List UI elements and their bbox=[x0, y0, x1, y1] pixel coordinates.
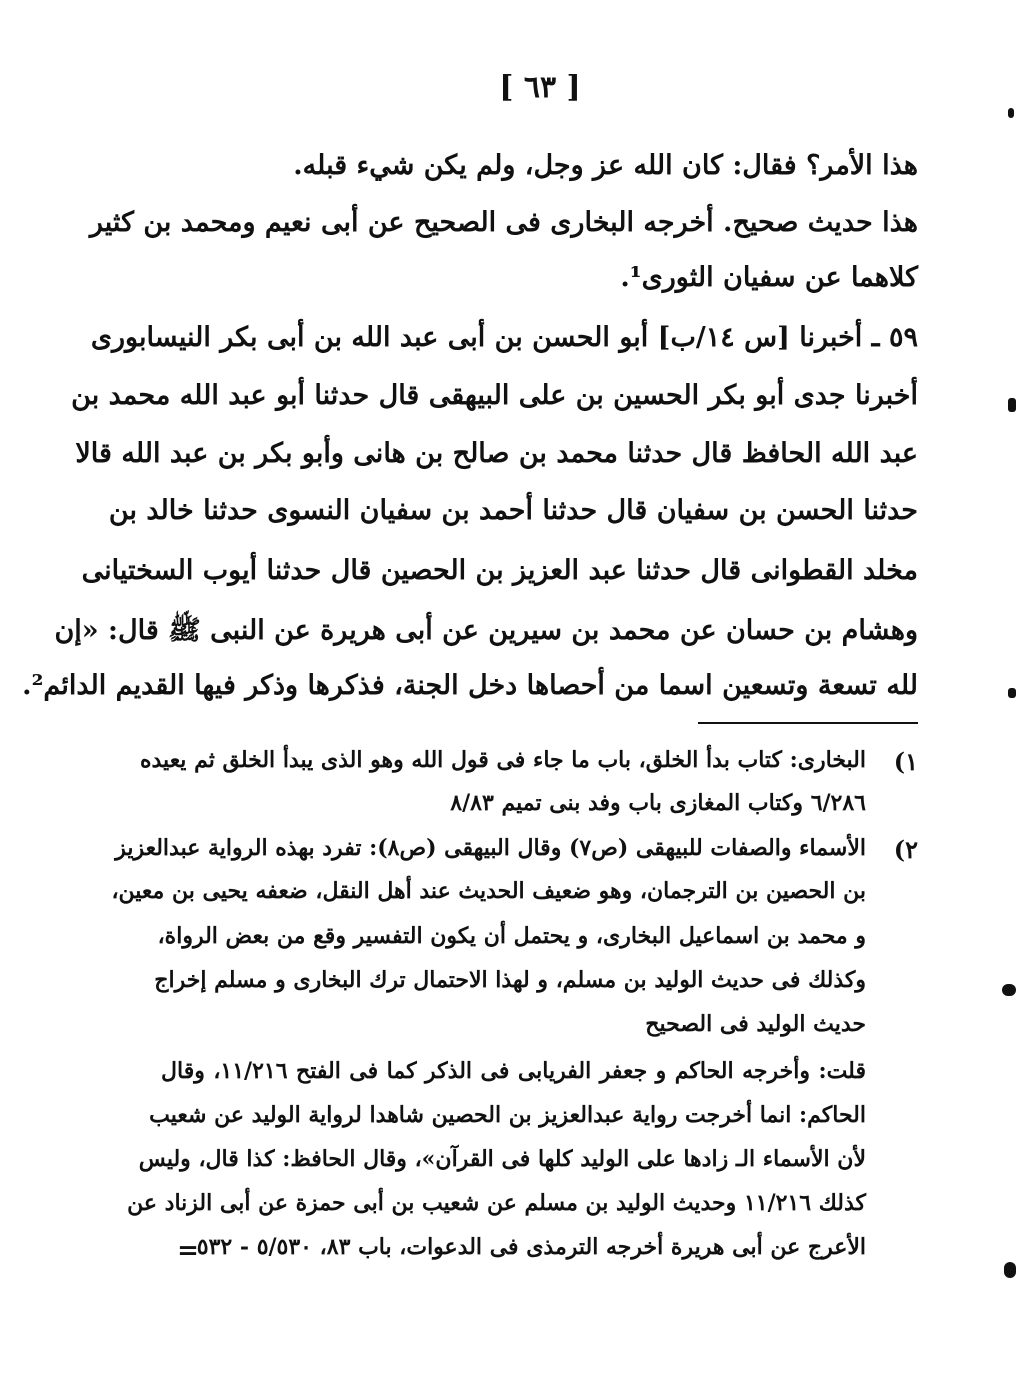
footnote-line: لأن الأسماء الـ زادها على الوليد كلها فى القرآن»، وقال الحافظ: كذا قال، وليس bbox=[138, 1146, 866, 1172]
body-line: أخبرنا جدى أبو بكر الحسين بن على البيهقى قال حدثنا أبو عبد الله محمد بن bbox=[71, 380, 918, 411]
body-line: ٥٩ ـ أخبرنا [س ١٤/ب] أبو الحسن بن أبى عبد الله بن أبى بكر النيسابورى bbox=[90, 322, 918, 353]
scan-edge-mark bbox=[1004, 1262, 1016, 1278]
body-line: مخلد القطوانى قال حدثنا عبد العزيز بن الحصين قال حدثنا أيوب السختيانى bbox=[81, 555, 918, 586]
footnote-line: الأسماء والصفات للبيهقى (ص٧) وقال البيهقى (ص٨): تفرد بهذه الرواية عبدالعزيز bbox=[115, 835, 866, 861]
footnote-line: قلت: وأخرجه الحاكم و جعفر الفريابى فى الذكر كما فى الفتح ١١/٢١٦، وقال bbox=[161, 1058, 866, 1084]
footnote-line: الأعرج عن أبى هريرة أخرجه الترمذى فى الدعوات، باب ٨٣، ٥/٥٣٠ - ٥٣٢ bbox=[196, 1234, 866, 1260]
body-line: هذا حديث صحيح. أخرجه البخارى فى الصحيح عن أبى نعيم ومحمد بن كثير bbox=[89, 207, 918, 238]
continuation-mark: = bbox=[177, 1236, 199, 1266]
footnote-line: البخارى: كتاب بدأ الخلق، باب ما جاء فى قول الله وهو الذى يبدأ الخلق ثم يعيده bbox=[139, 747, 866, 773]
body-line: وهشام بن حسان عن محمد بن سيرين عن أبى هريرة عن النبى ﷺ قال: «إن bbox=[54, 615, 918, 646]
scan-edge-mark bbox=[1002, 984, 1016, 996]
footnote-line: و محمد بن اسماعيل البخارى، و يحتمل أن يكون التفسير وقع من بعض الرواة، bbox=[157, 923, 866, 949]
footnote-line: حديث الوليد فى الصحيح bbox=[645, 1011, 866, 1037]
footnote-marker: ٢) bbox=[893, 835, 918, 864]
main-text bbox=[22, 0, 918, 720]
footnote-line: ٦/٢٨٦ وكتاب المغازى باب وفد بنى تميم ٨/٨٣ bbox=[450, 790, 866, 816]
footnote-separator bbox=[698, 722, 918, 724]
scan-edge-mark bbox=[1008, 688, 1016, 698]
footnote-line: كذلك ١١/٢١٦ وحديث الوليد بن مسلم عن شعيب بن أبى حمزة عن أبى الزناد عن bbox=[127, 1190, 866, 1216]
body-line: لله تسعة وتسعين اسما من أحصاها دخل الجنة، فذكرها وذكر فيها القديم الدائم². bbox=[22, 670, 918, 701]
body-line: حدثنا الحسن بن سفيان قال حدثنا أحمد بن سفيان النسوى حدثنا خالد بن bbox=[108, 495, 918, 526]
scan-edge-mark bbox=[1008, 108, 1014, 118]
footnote-line: الحاكم: انما أخرجت رواية عبدالعزيز بن الحصين شاهدا لرواية الوليد عن شعيب bbox=[149, 1102, 866, 1128]
footnote-line: بن الحصين بن الترجمان، وهو ضعيف الحديث عند أهل النقل، ضعفه يحيى بن معين، bbox=[111, 878, 866, 904]
body-line: عبد الله الحافظ قال حدثنا محمد بن صالح بن هانى وأبو بكر بن عبد الله قالا bbox=[75, 438, 918, 469]
body-line: كلاهما عن سفيان الثورى¹. bbox=[620, 262, 918, 293]
scan-edge-mark bbox=[1008, 398, 1016, 412]
footnote-line: وكذلك فى حديث الوليد بن مسلم، و لهذا الاحتمال ترك البخارى و مسلم إخراج bbox=[154, 967, 866, 993]
page-number: [ ٦٣ ] bbox=[499, 70, 581, 105]
footnote-marker: ١) bbox=[893, 747, 918, 776]
body-line: هذا الأمر؟ فقال: كان الله عز وجل، ولم يكن شيء قبله. bbox=[293, 150, 918, 181]
